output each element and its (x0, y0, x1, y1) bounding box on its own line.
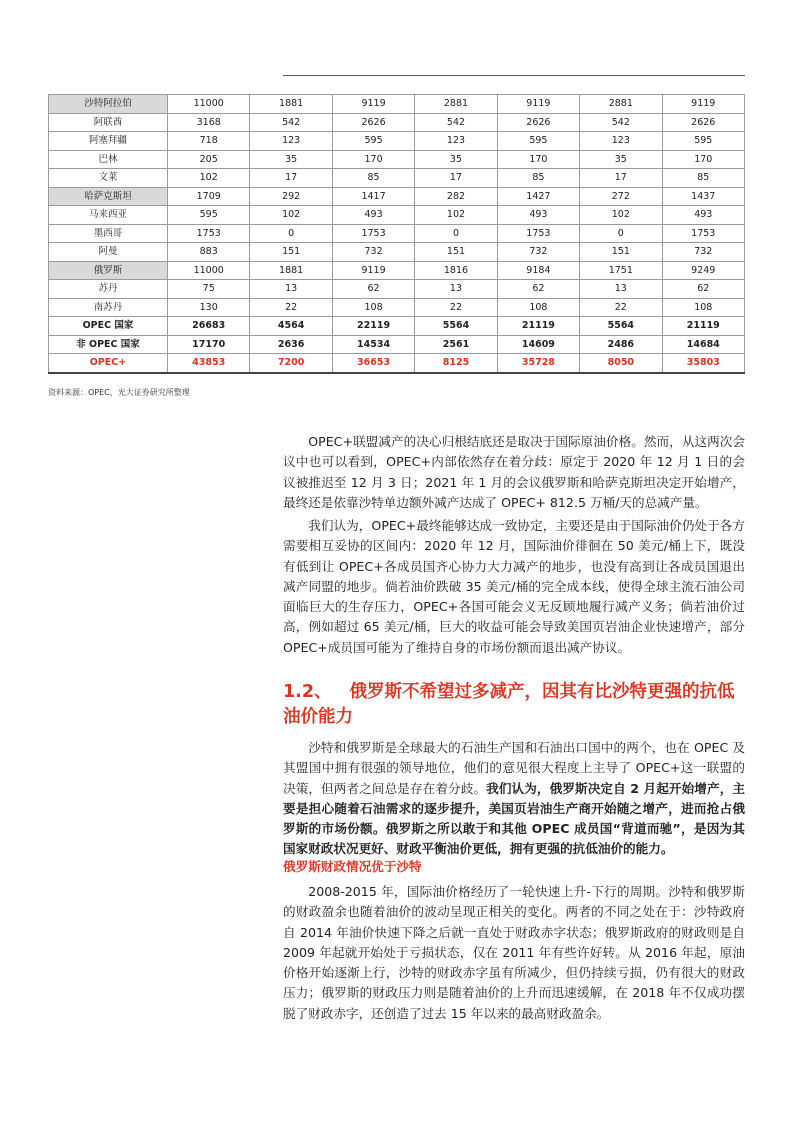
country-cell: OPEC 国家 (49, 317, 168, 336)
value-cell: 13 (415, 280, 497, 299)
value-cell: 542 (580, 113, 662, 132)
value-cell: 1753 (497, 224, 579, 243)
value-cell: 22119 (332, 317, 414, 336)
value-cell: 14534 (332, 335, 414, 354)
value-cell: 36653 (332, 354, 414, 373)
country-cell: 墨西哥 (49, 224, 168, 243)
value-cell: 21119 (497, 317, 579, 336)
section-number: 1.2、 (283, 682, 332, 702)
paragraph-saudi-russia-text: 沙特和俄罗斯是全球最大的石油生产国和石油出口国中的两个，也在 OPEC 及其盟国中拥有很强的领导地位，他们的意见很大程度上主导了 OPEC+这一联盟的决策，但两者之间总是存在着分歧。 (283, 740, 745, 796)
value-cell: 9119 (497, 95, 579, 114)
country-cell: 沙特阿拉伯 (49, 95, 168, 114)
table-row (49, 132, 745, 151)
value-cell: 718 (168, 132, 250, 151)
value-cell: 22 (415, 298, 497, 317)
value-cell: 883 (168, 243, 250, 262)
value-cell: 22 (250, 298, 332, 317)
value-cell: 0 (580, 224, 662, 243)
value-cell: 170 (497, 150, 579, 169)
value-cell: 102 (168, 169, 250, 188)
table-row (49, 169, 745, 188)
value-cell: 108 (332, 298, 414, 317)
value-cell: 35 (415, 150, 497, 169)
value-cell: 595 (497, 132, 579, 151)
country-cell: 南苏丹 (49, 298, 168, 317)
value-cell: 151 (580, 243, 662, 262)
table-row (49, 298, 745, 317)
value-cell: 35 (580, 150, 662, 169)
value-cell: 1417 (332, 187, 414, 206)
paragraph-fiscal-comparison: 2008-2015 年，国际油价格经历了一轮快速上升-下行的周期。沙特和俄罗斯的财政盈余也随着油价的波动呈现正相关的变化。两者的不同之处在于：沙特政府自 2014 年油价快速下降之后就一直处于财政赤字状态；俄罗斯政府的财政则是自 2009 年起就开始处于亏损状态，仅在 2011 年有些许好转。从 2016 年起，原油价格开始逐渐上行，沙特的财政赤字虽有所减少，但仍持续亏损，仍有很大的财政压力；俄罗斯的财政压力则是随着油价的上升而迅速缓解，在 2018 年不仅成功摆脱了财政赤字，还创造了过去 15 年以来的最高财政盈余。 (283, 884, 745, 1021)
value-cell: 170 (332, 150, 414, 169)
country-cell: 阿曼 (49, 243, 168, 262)
table-source-note: 资料来源：OPEC，光大证券研究所整理 (48, 388, 190, 397)
value-cell: 493 (332, 206, 414, 225)
table-row (49, 317, 745, 336)
value-cell: 292 (250, 187, 332, 206)
paragraph-oil-price-range: 我们认为，OPEC+最终能够达成一致协定，主要还是由于国际油价仍处于各方需要相互妥协的区间内：2020 年 12 月，国际油价徘徊在 50 美元/桶上下，既没有低到让 OPEC+各成员国齐心协力大力减产的地步，也没有高到让各成员国退出减产同盟的地步。倘若油价跌破 35 美元/桶的完全成本线，使得全球主流石油公司面临巨大的生存压力，OPEC+各国可能会义无反顾地履行减产义务；倘若油价过高，例如超过 65 美元/桶，巨大的收益可能会导致美国页岩油企业快速增产，部分 OPEC+成员国可能为了维持自身的市场份额而退出减产协议。 (283, 518, 745, 655)
country-cell: 文莱 (49, 169, 168, 188)
country-cell: 阿塞拜疆 (49, 132, 168, 151)
value-cell: 85 (332, 169, 414, 188)
value-cell: 595 (662, 132, 744, 151)
value-cell: 62 (662, 280, 744, 299)
table-row (49, 187, 745, 206)
value-cell: 17170 (168, 335, 250, 354)
value-cell: 1816 (415, 261, 497, 280)
value-cell: 1881 (250, 95, 332, 114)
value-cell: 21119 (662, 317, 744, 336)
value-cell: 170 (662, 150, 744, 169)
value-cell: 1753 (168, 224, 250, 243)
value-cell: 85 (662, 169, 744, 188)
value-cell: 542 (250, 113, 332, 132)
country-cell: 哈萨克斯坦 (49, 187, 168, 206)
value-cell: 102 (415, 206, 497, 225)
country-cell: 马来西亚 (49, 206, 168, 225)
opec-production-table (48, 94, 745, 374)
value-cell: 9119 (662, 95, 744, 114)
value-cell: 542 (415, 113, 497, 132)
value-cell: 5564 (415, 317, 497, 336)
value-cell: 1437 (662, 187, 744, 206)
value-cell: 2881 (415, 95, 497, 114)
value-cell: 35728 (497, 354, 579, 373)
value-cell: 0 (250, 224, 332, 243)
value-cell: 3168 (168, 113, 250, 132)
table-row (49, 335, 745, 354)
value-cell: 1881 (250, 261, 332, 280)
value-cell: 13 (250, 280, 332, 299)
value-cell: 1751 (580, 261, 662, 280)
value-cell: 732 (662, 243, 744, 262)
value-cell: 85 (497, 169, 579, 188)
value-cell: 62 (332, 280, 414, 299)
value-cell: 1753 (332, 224, 414, 243)
value-cell: 282 (415, 187, 497, 206)
value-cell: 130 (168, 298, 250, 317)
country-cell: 巴林 (49, 150, 168, 169)
value-cell: 35803 (662, 354, 744, 373)
value-cell: 151 (415, 243, 497, 262)
country-cell: 俄罗斯 (49, 261, 168, 280)
value-cell: 123 (415, 132, 497, 151)
table-row (49, 261, 745, 280)
value-cell: 151 (250, 243, 332, 262)
value-cell: 732 (497, 243, 579, 262)
country-cell: OPEC+ (49, 354, 168, 373)
value-cell: 108 (662, 298, 744, 317)
table-row (49, 206, 745, 225)
value-cell: 22 (580, 298, 662, 317)
value-cell: 123 (580, 132, 662, 151)
value-cell: 493 (497, 206, 579, 225)
section-heading (283, 680, 745, 730)
value-cell: 17 (580, 169, 662, 188)
value-cell: 595 (168, 206, 250, 225)
value-cell: 17 (250, 169, 332, 188)
value-cell: 4564 (250, 317, 332, 336)
country-cell: 苏丹 (49, 280, 168, 299)
value-cell: 7200 (250, 354, 332, 373)
value-cell: 75 (168, 280, 250, 299)
value-cell: 2486 (580, 335, 662, 354)
value-cell: 1427 (497, 187, 579, 206)
value-cell: 102 (580, 206, 662, 225)
section-title: 俄罗斯不希望过多减产，因其有比沙特更强的抗低油价能力 (283, 682, 735, 727)
value-cell: 2626 (497, 113, 579, 132)
value-cell: 493 (662, 206, 744, 225)
value-cell: 9184 (497, 261, 579, 280)
value-cell: 17 (415, 169, 497, 188)
value-cell: 14609 (497, 335, 579, 354)
value-cell: 1753 (662, 224, 744, 243)
value-cell: 595 (332, 132, 414, 151)
value-cell: 43853 (168, 354, 250, 373)
value-cell: 205 (168, 150, 250, 169)
value-cell: 35 (250, 150, 332, 169)
value-cell: 13 (580, 280, 662, 299)
value-cell: 2636 (250, 335, 332, 354)
value-cell: 123 (250, 132, 332, 151)
table-row (49, 280, 745, 299)
value-cell: 62 (497, 280, 579, 299)
value-cell: 9249 (662, 261, 744, 280)
table-row (49, 224, 745, 243)
paragraph-opec-divergence: OPEC+联盟减产的决心归根结底还是取决于国际原油价格。然而，从这两次会议中也可以看到，OPEC+内部依然存在着分歧：原定于 2020 年 12 月 1 日的会议被推迟至 12 月 3 日；2021 年 1 月的会议俄罗斯和哈萨克斯坦决定开始增产，最终还是依靠沙特单边额外减产达成了 OPEC+ 812.5 万桶/天的总减产量。 (283, 434, 745, 510)
value-cell: 5564 (580, 317, 662, 336)
value-cell: 2626 (332, 113, 414, 132)
header-rule (283, 75, 745, 76)
country-cell: 非 OPEC 国家 (49, 335, 168, 354)
value-cell: 11000 (168, 95, 250, 114)
value-cell: 0 (415, 224, 497, 243)
paragraph-saudi-russia-emphasis: 我们认为，俄罗斯决定自 2 月起开始增产，主要是担心随着石油需求的逐步提升，美国页岩油生产商开始随之增产，进而抢占俄罗斯的市场份额。俄罗斯之所以敢于和其他 OPEC 成员国“背道而驰”，是因为其国家财政状况更好、财政平衡油价更低，拥有更强的抗低油价的能力。 (283, 780, 745, 857)
table-row (49, 243, 745, 262)
value-cell: 8050 (580, 354, 662, 373)
value-cell: 2881 (580, 95, 662, 114)
table-row (49, 354, 745, 373)
value-cell: 26683 (168, 317, 250, 336)
value-cell: 8125 (415, 354, 497, 373)
value-cell: 1709 (168, 187, 250, 206)
value-cell: 9119 (332, 261, 414, 280)
paragraph-saudi-russia (283, 738, 745, 860)
value-cell: 2561 (415, 335, 497, 354)
country-cell: 阿联酋 (49, 113, 168, 132)
subheading-fiscal: 俄罗斯财政情况优于沙特 (283, 859, 422, 874)
table-row (49, 95, 745, 114)
table-row (49, 150, 745, 169)
value-cell: 11000 (168, 261, 250, 280)
value-cell: 272 (580, 187, 662, 206)
table-row (49, 113, 745, 132)
value-cell: 14684 (662, 335, 744, 354)
value-cell: 2626 (662, 113, 744, 132)
value-cell: 108 (497, 298, 579, 317)
value-cell: 732 (332, 243, 414, 262)
value-cell: 9119 (332, 95, 414, 114)
value-cell: 102 (250, 206, 332, 225)
